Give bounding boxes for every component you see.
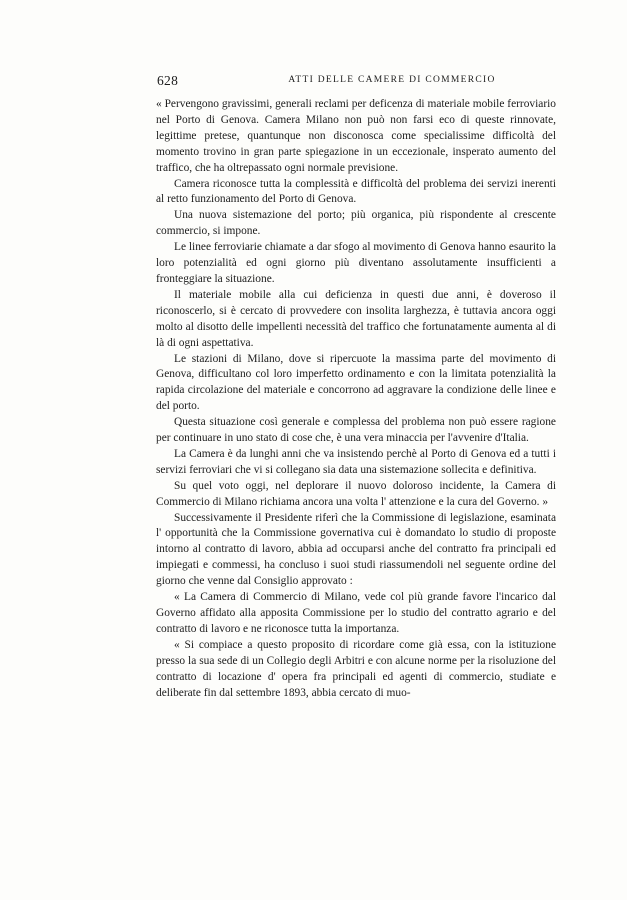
paragraph: Su quel voto oggi, nel deplorare il nuovo doloroso incidente, la Camera di Commercio di Milano richiama ancora una volta l' attenzione e la cura del Governo. » <box>156 479 556 508</box>
paragraph: « Pervengono gravissimi, generali reclami per deficenza di materiale mobile ferroviario nel Porto di Genova. Camera Milano non può non farsi eco di queste rinnovate, legittime pretese, quantunque non disconosca come specialissime difficoltà del momento trovino in gran parte spiegazione in un eccezionale, insperato aumento del traffico, che ha oltrepassato ogni normale previsione. <box>156 98 556 174</box>
paragraph: Questa situazione così generale e complessa del problema non può essere ragione per continuare in uno stato di cose che, è una vera minaccia per l'avvenire d'Italia. <box>156 416 556 445</box>
paragraph: Una nuova sistemazione del porto; più organica, più rispondente al crescente commercio, si impone. <box>156 209 556 238</box>
paragraph: Il materiale mobile alla cui deficienza in questi due anni, è doveroso il riconoscerlo, si è cercato di provvedere con insolita larghezza, è tuttavia ancora oggi molto al disotto delle impellenti necessità del traffico che fortunatamente aumenta al di là di ogni aspettativa. <box>156 288 556 349</box>
paragraph: La Camera è da lunghi anni che va insistendo perchè al Porto di Genova ed a tutti i servizi ferroviari che vi si collegano sia data una sistemazione sollecita e definitiva. <box>156 447 556 476</box>
paragraph: « Si compiace a questo proposito di ricordare come già essa, con la istituzione presso la sua sede di un Collegio degli Arbitri e con alcune norme per la risoluzione del contratto di locazione d' opera fra principali ed agenti di commercio, studiate e deliberate fin dal settembre 1893, abbia cercato di muo- <box>156 638 556 699</box>
page-number: 628 <box>157 73 179 88</box>
paragraph: Camera riconosce tutta la complessità e difficoltà del problema dei servizi inerenti al retto funzionamento del Porto di Genova. <box>156 177 556 206</box>
paragraph: « La Camera di Commercio di Milano, vede col più grande favore l'incarico dal Governo affidato alla apposita Commissione per lo studio del contratto agrario e del contratto di lavoro e ne riconosce tutta la importanza. <box>156 591 556 635</box>
paragraph: Le stazioni di Milano, dove si ripercuote la massima parte del movimento di Genova, difficultano col loro imperfetto ordinamento e con la limitata potenzialità la rapida circolazione del materiale e concorrono ad aggravare la condizione delle linee e del porto. <box>156 352 556 413</box>
page-header <box>157 73 557 91</box>
running-title: ATTI DELLE CAMERE DI COMMERCIO <box>288 75 496 85</box>
body-text <box>156 97 556 701</box>
paragraph: Successivamente il Presidente riferì che la Commissione di legislazione, esaminata l' opportunità che la Commissione governativa cui è domandato lo studio di proposte intorno al contratto di lavoro, abbia ad occuparsi anche del contratto fra principali ed impiegati e commessi, ha concluso i suoi studi riassumendoli nel seguente ordine del giorno che venne dal Consiglio approvato : <box>156 511 556 588</box>
paragraph: Le linee ferroviarie chiamate a dar sfogo al movimento di Genova hanno esaurito la loro potenzialità ed ogni giorno più diventano assolutamente insufficienti a fronteggiare la situazione. <box>156 241 556 285</box>
